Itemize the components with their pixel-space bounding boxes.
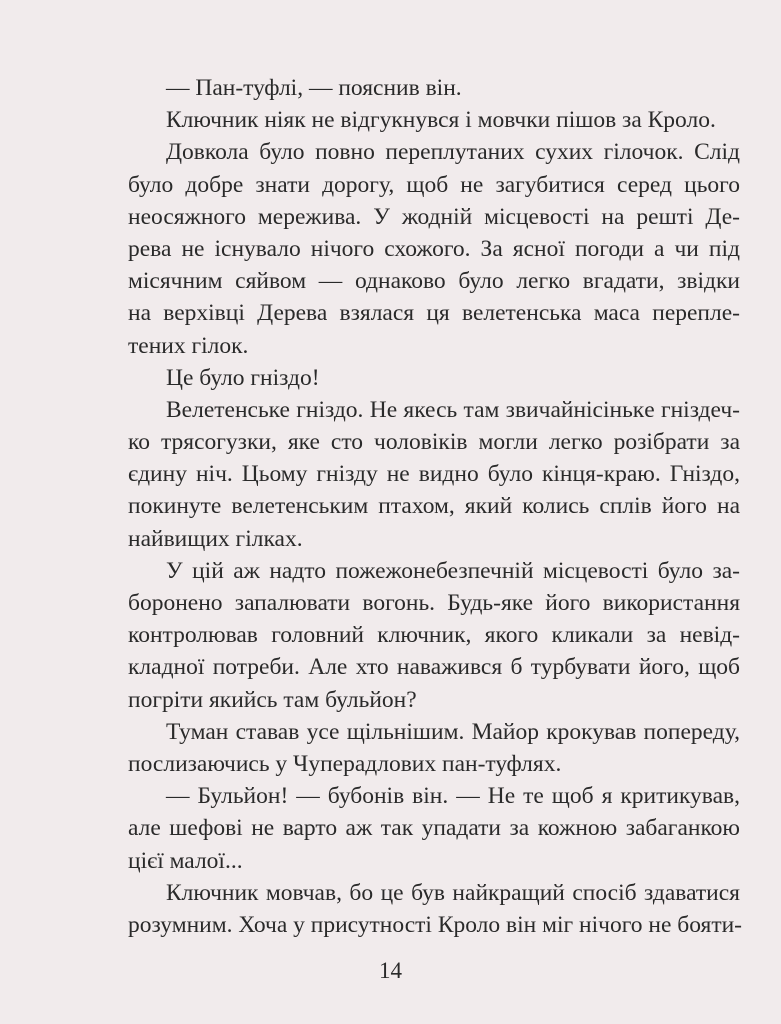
text-line: Туман ставав усе щільнішим. Майор крокував попереду, [166, 718, 740, 745]
paragraph [90, 877, 740, 941]
text-line: було добре знати дорогу, щоб не загубитися серед цього [128, 171, 740, 198]
text-line: Це було гніздо! [166, 364, 320, 391]
text-line: місячним сяйвом — однаково було легко вгадати, звідки [128, 268, 740, 295]
text-line: кладної потреби. Але хто наважився б турбувати його, щоб [128, 654, 740, 681]
paragraph [90, 104, 740, 136]
text-line: найвищих гілках. [128, 525, 303, 552]
text-line: — Пан-туфлі, — пояснив він. [166, 75, 462, 101]
text-line: Ключник ніяк не відгукнувся і мовчки пішов за Кроло. [166, 107, 716, 134]
text-line: ко трясогузки, яке сто чоловіків могли легко розібрати за [128, 429, 740, 456]
text-line: — Бульйон! — бубонів він. — Не те щоб я критикував, [166, 783, 740, 810]
text-line: Велетенське гніздо. Не якесь там звичайнісінькe гніздеч- [166, 396, 740, 423]
paragraph [90, 716, 740, 780]
text-line: покинуте велетенським птахом, який колись сплів його на [128, 493, 740, 520]
text-line: тених гілок. [128, 332, 249, 359]
paragraph [90, 555, 740, 716]
text-line: боронено запалювати вогонь. Будь-яке його використання [128, 590, 740, 616]
text-line: неосяжного мережива. У жодній місцевості на решті Де- [128, 203, 740, 230]
text-line: послизаючись у Чуперадлових пан-туфлях. [128, 750, 562, 777]
paragraph [90, 780, 740, 877]
text-line: але шефові не варто аж так упадати за кожною забаганкою [128, 815, 740, 842]
paragraph [90, 362, 740, 394]
text-line: рева не існувало нічого схожого. За ясної погоди а чи під [128, 235, 740, 262]
text-line: У цій аж надто пожежонебезпечній місцевості було за- [166, 557, 740, 584]
text-line: Ключник мовчав, бо це був найкращий спосіб здаватися [166, 879, 740, 906]
text-line: Довкола було повно переплутаних сухих гілочок. Слід [166, 139, 740, 166]
text-line: розумним. Хоча у присутності Кроло він міг нічого не бояти- [128, 911, 742, 938]
paragraph [90, 136, 740, 361]
text-line: єдину ніч. Цьому гнізду не видно було кінця-краю. Гніздо, [128, 461, 740, 488]
paragraph [90, 72, 740, 104]
paragraph [90, 394, 740, 555]
text-line: погріти якийсь там бульйон? [128, 686, 417, 713]
text-line: контролював головний ключник, якого кликали за невід- [128, 622, 740, 649]
text-line: на верхівці Дерева взялася ця велетенська маса переплe- [128, 300, 740, 327]
body-text [90, 72, 740, 941]
page-number: 14 [379, 958, 402, 983]
text-line: цієї малої... [128, 847, 243, 874]
